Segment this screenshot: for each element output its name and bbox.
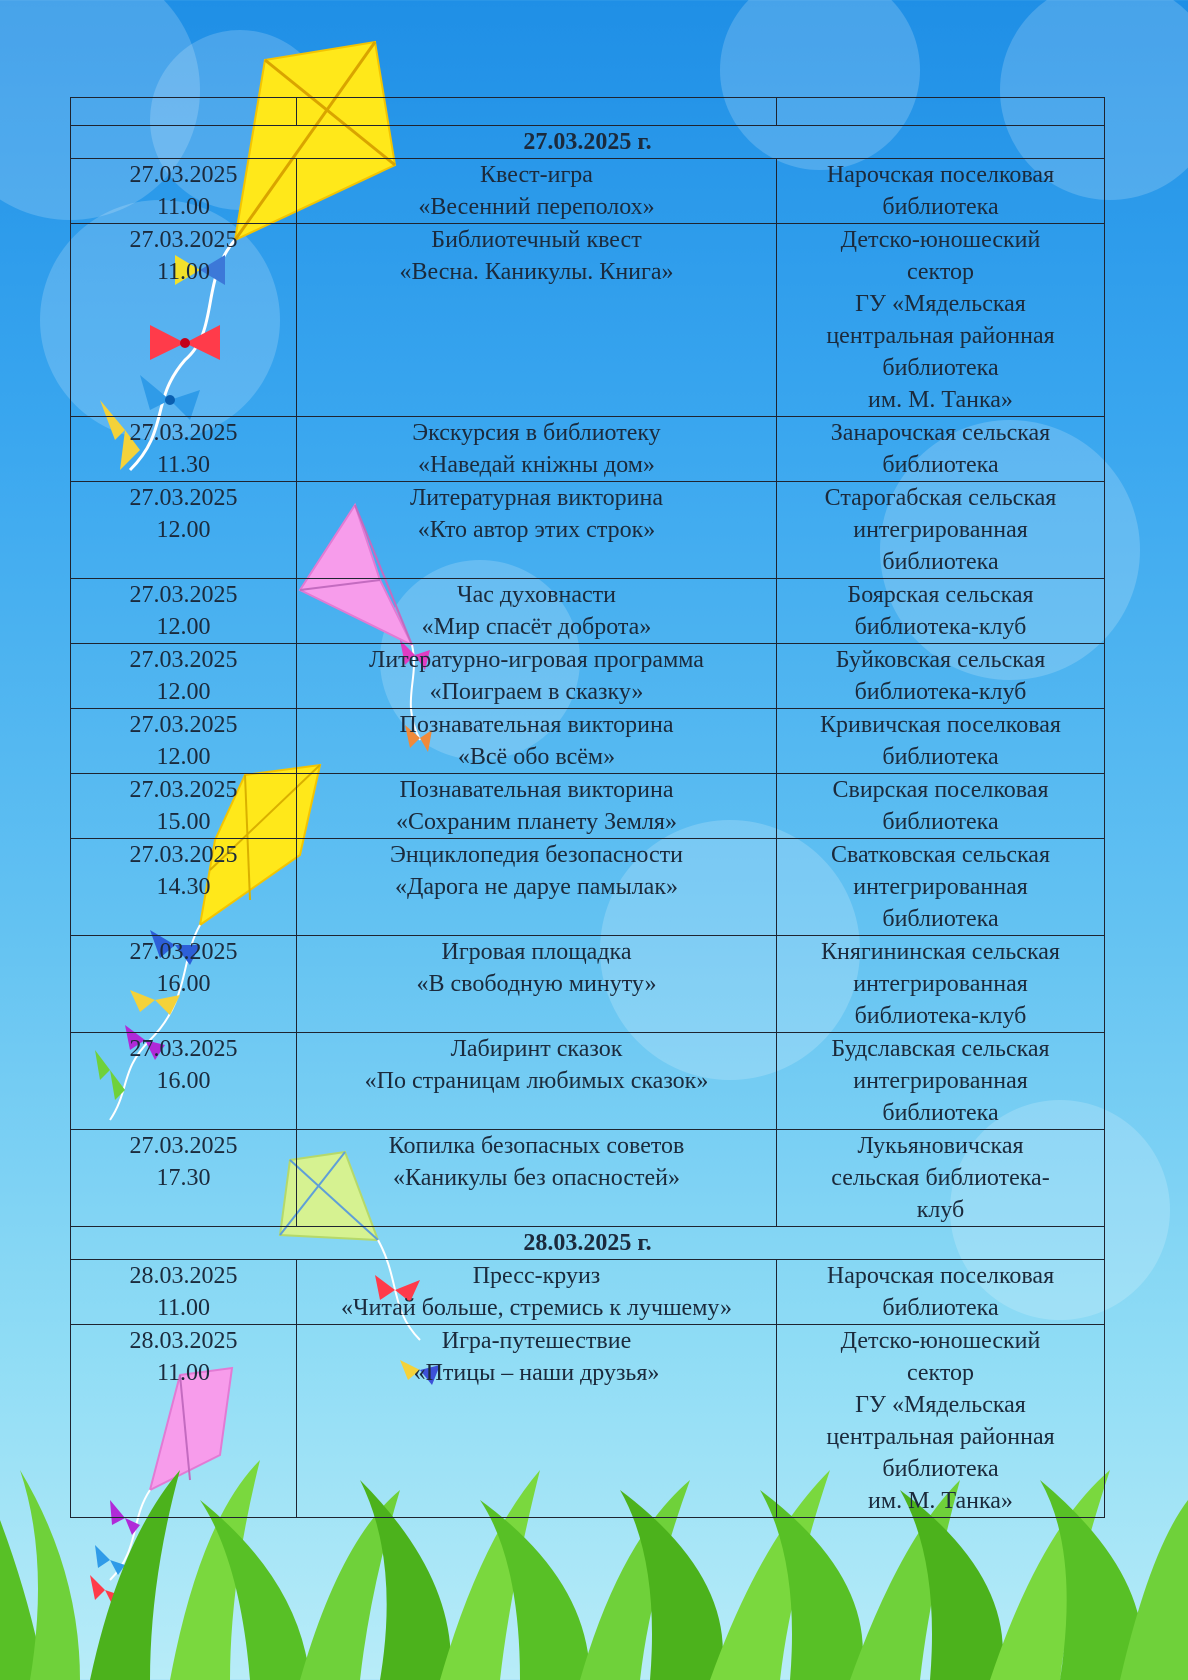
event-time: 11.00 [156, 1295, 211, 1321]
event-type: Игра-путешествие [441, 1328, 632, 1354]
event-time: 16.00 [156, 1068, 211, 1094]
venue-line: им. М. Танка» [868, 1488, 1013, 1514]
venue-cell [777, 482, 1105, 579]
event-date: 27.03.2025 [129, 1036, 238, 1062]
venue-line: библиотека [882, 744, 999, 770]
event-time: 11.00 [156, 1360, 211, 1386]
table-row [71, 774, 1105, 839]
event-title: «Сохраним планету Земля» [396, 809, 677, 835]
datetime-cell [71, 1260, 297, 1325]
event-title: «Всё обо всём» [457, 744, 616, 770]
venue-line: сельская библиотека- [831, 1165, 1050, 1191]
event-date: 27.03.2025 [129, 485, 238, 511]
event-time: 11.00 [156, 259, 211, 285]
event-type: Час духовнасти [456, 582, 616, 608]
event-type: Игровая площадка [441, 939, 632, 965]
event-cell [297, 1130, 777, 1227]
event-date: 27.03.2025 [129, 939, 238, 965]
event-cell [297, 1033, 777, 1130]
venue-cell [777, 936, 1105, 1033]
event-date: 27.03.2025 [129, 162, 238, 188]
event-title: «Дарога не даруе памылак» [395, 874, 678, 900]
event-cell [297, 1325, 777, 1518]
event-date: 27.03.2025 [129, 712, 238, 738]
venue-line: библиотека [882, 906, 999, 932]
event-title: «Мир спасёт доброта» [421, 614, 652, 640]
bow-icon [95, 1545, 125, 1575]
table-row [71, 579, 1105, 644]
venue-cell [777, 839, 1105, 936]
event-cell [297, 482, 777, 579]
table-row [71, 1033, 1105, 1130]
venue-line: библиотека [882, 809, 999, 835]
venue-line: Кривичская поселковая [820, 712, 1061, 738]
venue-line: Нарочская поселковая [826, 1263, 1055, 1289]
venue-line: Занарочская сельская [830, 420, 1051, 446]
event-title: «Поиграем в сказку» [429, 679, 644, 705]
event-title: «Весна. Каникулы. Книга» [399, 259, 674, 285]
event-title: «Весенний переполох» [418, 194, 655, 220]
venue-line: Боярская сельская [847, 582, 1034, 608]
table-row [71, 159, 1105, 224]
event-type: Квест-игра [480, 162, 593, 188]
event-date: 27.03.2025 [129, 777, 238, 803]
event-type: Познавательная викторина [399, 777, 674, 803]
venue-cell [777, 1325, 1105, 1518]
venue-line: библиотека [882, 1456, 999, 1482]
event-date: 28.03.2025 [129, 1263, 238, 1289]
event-type: Литературная викторина [409, 485, 664, 511]
date-heading-row [71, 126, 1105, 159]
event-date: 27.03.2025 [129, 842, 238, 868]
event-time: 12.00 [156, 744, 211, 770]
date-heading-row [71, 1227, 1105, 1260]
event-time: 12.00 [156, 517, 211, 543]
event-type: Энциклопедия безопасности [389, 842, 684, 868]
venue-cell [777, 159, 1105, 224]
venue-line: им. М. Танка» [868, 387, 1013, 413]
venue-line: библиотека [882, 452, 999, 478]
venue-cell [777, 644, 1105, 709]
event-time: 11.30 [156, 452, 211, 478]
venue-line: Детско-юношеский [840, 1328, 1041, 1354]
event-title: «Наведай кніжны дом» [418, 452, 655, 478]
event-cell [297, 417, 777, 482]
venue-line: Будславская сельская [831, 1036, 1050, 1062]
venue-line: библиотека [882, 1295, 999, 1321]
datetime-cell [71, 1033, 297, 1130]
venue-line: интегрированная [853, 517, 1028, 543]
event-type: Копилка безопасных советов [388, 1133, 685, 1159]
venue-line: центральная районная [826, 323, 1055, 349]
table-row [71, 709, 1105, 774]
event-date: 27.03.2025 [129, 582, 238, 608]
event-type: Познавательная викторина [399, 712, 674, 738]
table-row [71, 1260, 1105, 1325]
table-row [71, 839, 1105, 936]
venue-line: Нарочская поселковая [826, 162, 1055, 188]
venue-line: ГУ «Мядельская [855, 291, 1026, 317]
event-title: «Читай больше, стремись к лучшему» [340, 1295, 732, 1321]
datetime-cell [71, 224, 297, 417]
event-time: 11.00 [156, 194, 211, 220]
event-title: «Каникулы без опасностей» [393, 1165, 680, 1191]
event-cell [297, 224, 777, 417]
event-type: Пресс-круиз [472, 1263, 601, 1289]
datetime-cell [71, 839, 297, 936]
venue-line: библиотека-клуб [854, 614, 1027, 640]
datetime-cell [71, 159, 297, 224]
event-title: «В свободную минуту» [416, 971, 657, 997]
event-date: 28.03.2025 [129, 1328, 238, 1354]
date-heading: 27.03.2025 г. [71, 126, 1105, 159]
table-row [71, 1325, 1105, 1518]
datetime-cell [71, 1130, 297, 1227]
venue-line: сектор [906, 1360, 975, 1386]
table-row [71, 417, 1105, 482]
venue-line: библиотека-клуб [854, 679, 1027, 705]
datetime-cell [71, 1325, 297, 1518]
events-schedule-table [70, 97, 1105, 1518]
event-cell [297, 839, 777, 936]
datetime-cell [71, 579, 297, 644]
venue-line: Буйковская сельская [835, 647, 1046, 673]
venue-line: ГУ «Мядельская [855, 1392, 1026, 1418]
header-cell-date [71, 98, 297, 126]
venue-line: интегрированная [853, 1068, 1028, 1094]
event-type: Библиотечный квест [431, 227, 642, 253]
venue-line: интегрированная [853, 971, 1028, 997]
event-title: «Птицы – наши друзья» [413, 1360, 660, 1386]
venue-line: библиотека [882, 194, 999, 220]
venue-cell [777, 417, 1105, 482]
venue-line: Свирская поселковая [832, 777, 1049, 803]
venue-cell [777, 1033, 1105, 1130]
datetime-cell [71, 709, 297, 774]
table-row [71, 224, 1105, 417]
event-time: 14.30 [156, 874, 211, 900]
event-date: 27.03.2025 [129, 420, 238, 446]
venue-cell [777, 1260, 1105, 1325]
event-cell [297, 936, 777, 1033]
datetime-cell [71, 482, 297, 579]
event-cell [297, 644, 777, 709]
venue-cell [777, 709, 1105, 774]
venue-line: библиотека [882, 1100, 999, 1126]
table-header-row [71, 98, 1105, 126]
venue-line: клуб [916, 1197, 965, 1223]
venue-line: библиотека [882, 549, 999, 575]
datetime-cell [71, 774, 297, 839]
venue-line: сектор [906, 259, 975, 285]
event-time: 12.00 [156, 614, 211, 640]
event-cell [297, 1260, 777, 1325]
table-row [71, 644, 1105, 709]
event-time: 12.00 [156, 679, 211, 705]
venue-line: Старогабская сельская [824, 485, 1057, 511]
venue-cell [777, 224, 1105, 417]
event-title: «По страницам любимых сказок» [364, 1068, 709, 1094]
event-cell [297, 774, 777, 839]
venue-line: Лукьяновичская [857, 1133, 1024, 1159]
venue-line: библиотека-клуб [854, 1003, 1027, 1029]
event-date: 27.03.2025 [129, 1133, 238, 1159]
event-title: «Кто автор этих строк» [417, 517, 656, 543]
venue-line: Княгининская сельская [821, 939, 1060, 965]
venue-line: интегрированная [853, 874, 1028, 900]
venue-line: центральная районная [826, 1424, 1055, 1450]
date-heading: 28.03.2025 г. [71, 1227, 1105, 1260]
event-type: Экскурсия в библиотеку [412, 420, 661, 446]
event-cell [297, 709, 777, 774]
table-row [71, 482, 1105, 579]
event-time: 17.30 [156, 1165, 211, 1191]
event-type: Лабиринт сказок [450, 1036, 623, 1062]
table-row [71, 936, 1105, 1033]
event-cell [297, 159, 777, 224]
event-date: 27.03.2025 [129, 227, 238, 253]
table-row [71, 1130, 1105, 1227]
datetime-cell [71, 417, 297, 482]
event-time: 16.00 [156, 971, 211, 997]
venue-cell [777, 1130, 1105, 1227]
venue-cell [777, 579, 1105, 644]
event-type: Литературно-игровая программа [369, 647, 704, 673]
header-cell-event [297, 98, 777, 126]
venue-line: библиотека [882, 355, 999, 381]
venue-cell [777, 774, 1105, 839]
datetime-cell [71, 644, 297, 709]
event-time: 15.00 [156, 809, 211, 835]
venue-line: Сватковская сельская [831, 842, 1050, 868]
event-date: 27.03.2025 [129, 647, 238, 673]
event-cell [297, 579, 777, 644]
header-cell-venue [777, 98, 1105, 126]
venue-line: Детско-юношеский [840, 227, 1041, 253]
datetime-cell [71, 936, 297, 1033]
